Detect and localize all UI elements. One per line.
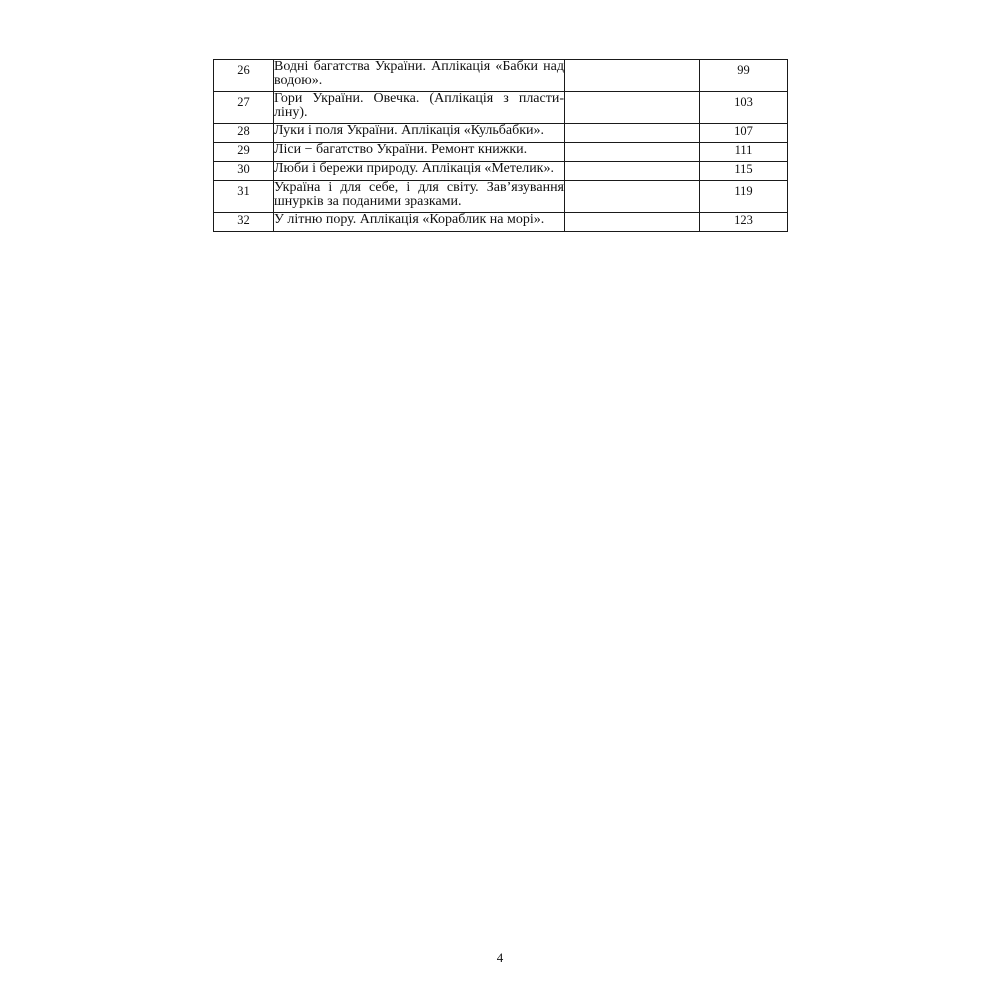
table-row <box>214 92 788 124</box>
lesson-number: 30 <box>214 162 274 181</box>
empty-cell <box>565 124 700 143</box>
page-ref: 99 <box>700 60 788 92</box>
table-row <box>214 60 788 92</box>
table-row <box>214 162 788 181</box>
page-number: 4 <box>496 950 504 965</box>
lesson-number: 27 <box>214 92 274 124</box>
page-ref: 103 <box>700 92 788 124</box>
contents-table <box>213 59 788 232</box>
lesson-title: Водні багатства України. Аплікація «Бабки над водою». <box>274 60 565 92</box>
lesson-number: 29 <box>214 143 274 162</box>
lesson-number: 28 <box>214 124 274 143</box>
empty-cell <box>565 162 700 181</box>
page-ref: 107 <box>700 124 788 143</box>
table-row <box>214 124 788 143</box>
empty-cell <box>565 181 700 213</box>
lesson-title: Ліси − багатство України. Ремонт книжки. <box>274 143 565 162</box>
page-ref: 115 <box>700 162 788 181</box>
empty-cell <box>565 60 700 92</box>
lesson-title: Україна і для себе, і для світу. Зав’язування шнурків за поданими зразками. <box>274 181 565 213</box>
lesson-title: Гори України. Овечка. (Аплікація з пласти-ліну). <box>274 92 565 124</box>
lesson-title: У літню пору. Аплікація «Кораблик на морі». <box>274 213 565 232</box>
empty-cell <box>565 143 700 162</box>
lesson-number: 26 <box>214 60 274 92</box>
lesson-title: Люби і бережи природу. Аплікація «Метелик». <box>274 162 565 181</box>
table-row <box>214 213 788 232</box>
page-ref: 119 <box>700 181 788 213</box>
table-row <box>214 181 788 213</box>
table-row <box>214 143 788 162</box>
empty-cell <box>565 213 700 232</box>
empty-cell <box>565 92 700 124</box>
lesson-title: Луки і поля України. Аплікація «Кульбабки». <box>274 124 565 143</box>
lesson-number: 32 <box>214 213 274 232</box>
lesson-number: 31 <box>214 181 274 213</box>
page-ref: 111 <box>700 143 788 162</box>
page-ref: 123 <box>700 213 788 232</box>
